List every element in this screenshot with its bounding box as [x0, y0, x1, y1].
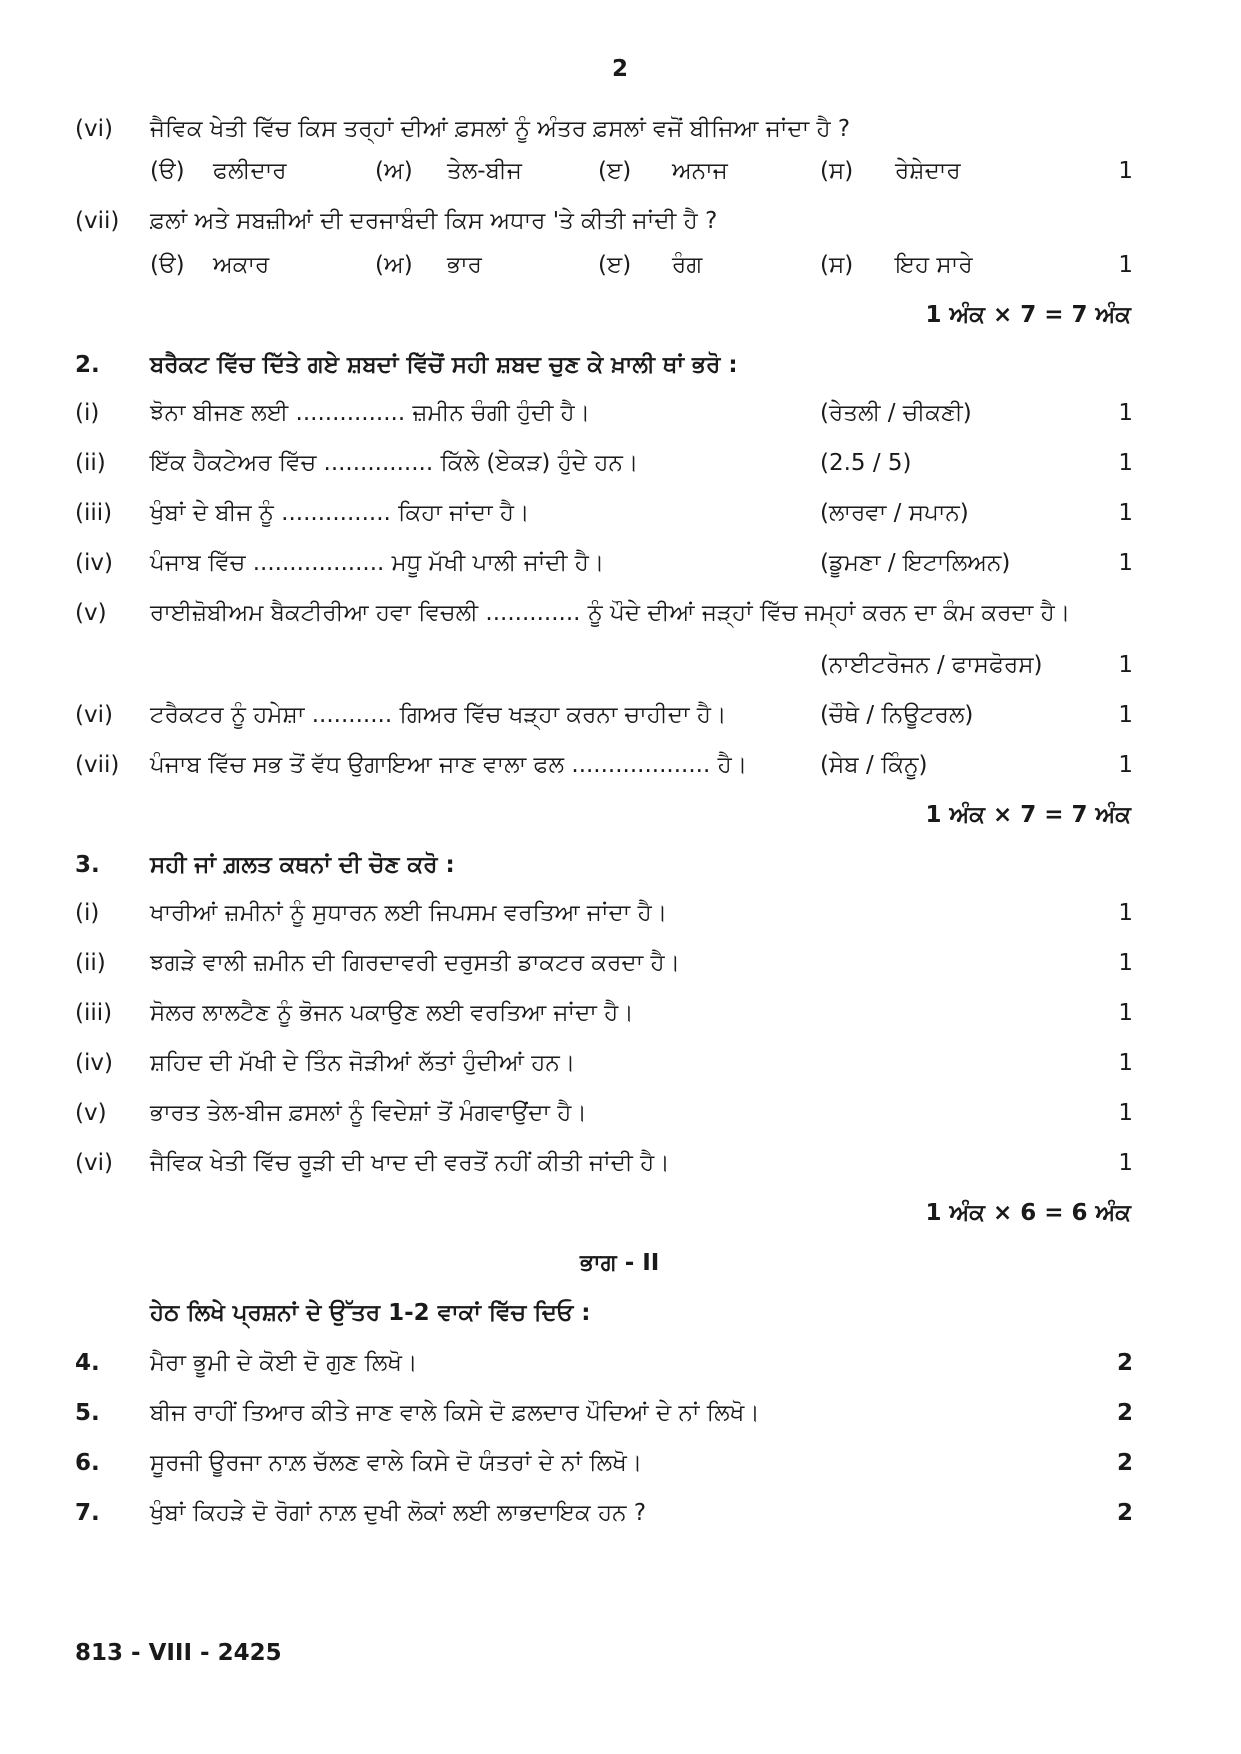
short-question-text: ਸੂਰਜੀ ਊਰਜਾ ਨਾਲ਼ ਚੱਲਣ ਵਾਲੇ ਕਿਸੇ ਦੋ ਯੰਤਰਾਂ ਦੇ ਨਾਂ ਲਿਖੋ।	[150, 1450, 643, 1476]
marks: 2	[1116, 1500, 1133, 1526]
true-false-num: (vi)	[75, 1150, 113, 1176]
true-false-num: (i)	[75, 900, 100, 926]
true-false-text: ਸੋਲਰ ਲਾਲਟੈਣ ਨੂੰ ਭੋਜਨ ਪਕਾਉਣ ਲਈ ਵਰਤਿਆ ਜਾਂਦਾ ਹੈ।	[150, 1000, 634, 1026]
marks: 1	[1118, 252, 1133, 278]
marks-total: 1 ਅੰਕ × 7 = 7 ਅੰਕ	[925, 302, 1131, 328]
fill-blank-choice: (ਸੇਬ / ਕਿੰਨੂ)	[820, 752, 928, 778]
fill-blank-choice: (ਨਾਈਟਰੋਜਨ / ਫਾਸਫੋਰਸ)	[820, 652, 1043, 678]
fill-blank-text: ਇੱਕ ਹੈਕਟੇਅਰ ਵਿੱਚ ............... ਕਿੱਲੇ (ਏਕੜ) ਹੁੰਦੇ ਹਨ।	[150, 450, 639, 476]
marks: 1	[1118, 702, 1133, 728]
marks: 1	[1118, 1100, 1133, 1126]
option-label: (ਅ)	[375, 158, 413, 184]
fill-blank-num: (i)	[75, 400, 100, 426]
fill-blank-text: ਰਾਈਜ਼ੋਬੀਅਮ ਬੈਕਟੀਰੀਆ ਹਵਾ ਵਿਚਲੀ ............. ਨੂੰ ਪੌਦੇ ਦੀਆਂ ਜੜ੍ਹਾਂ ਵਿੱਚ ਜਮ੍ਹਾਂ ਕਰਨ ਦਾ ਕੰਮ ਕਰਦਾ ਹੈ।	[150, 600, 1071, 626]
option-label: (ੲ)	[598, 252, 632, 278]
option-label: (ਅ)	[375, 252, 413, 278]
paper-code: 813 - VIII - 2425	[75, 1640, 282, 1666]
marks: 1	[1118, 400, 1133, 426]
short-question-num: 5.	[75, 1400, 100, 1426]
marks: 1	[1118, 950, 1133, 976]
section-heading: ਸਹੀ ਜਾਂ ਗ਼ਲਤ ਕਥਨਾਂ ਦੀ ਚੋਣ ਕਰੋ :	[150, 852, 455, 878]
true-false-num: (ii)	[75, 950, 106, 976]
option-label: (ੳ)	[150, 158, 185, 184]
option-text: ਰੇਸ਼ੇਦਾਰ	[895, 158, 961, 184]
true-false-num: (iii)	[75, 1000, 113, 1026]
fill-blank-text: ਪੰਜਾਬ ਵਿੱਚ .................. ਮਧੂ ਮੱਖੀ ਪਾਲੀ ਜਾਂਦੀ ਹੈ।	[150, 550, 605, 576]
marks: 1	[1118, 900, 1133, 926]
fill-blank-choice: (2.5 / 5)	[820, 450, 912, 476]
true-false-num: (v)	[75, 1100, 107, 1126]
fill-blank-num: (ii)	[75, 450, 106, 476]
section-number: 2.	[75, 352, 100, 378]
marks: 1	[1118, 1000, 1133, 1026]
marks: 2	[1116, 1400, 1133, 1426]
marks: 1	[1118, 1150, 1133, 1176]
option-label: (ੲ)	[598, 158, 632, 184]
short-question-num: 7.	[75, 1500, 100, 1526]
fill-blank-num: (iii)	[75, 500, 113, 526]
option-text: ਅਨਾਜ	[672, 158, 728, 184]
true-false-num: (iv)	[75, 1050, 113, 1076]
marks: 1	[1118, 158, 1133, 184]
option-text: ਰੰਗ	[672, 252, 703, 278]
true-false-text: ਜੈਵਿਕ ਖੇਤੀ ਵਿੱਚ ਰੂੜੀ ਦੀ ਖਾਦ ਦੀ ਵਰਤੋਂ ਨਹੀਂ ਕੀਤੀ ਜਾਂਦੀ ਹੈ।	[150, 1150, 670, 1176]
fill-blank-choice: (ਡੂਮਣਾ / ਇਟਾਲਿਅਨ)	[820, 550, 1011, 576]
option-label: (ੳ)	[150, 252, 185, 278]
option-label: (ਸ)	[820, 252, 854, 278]
fill-blank-text: ਖੁੰਬਾਂ ਦੇ ਬੀਜ ਨੂੰ ............... ਕਿਹਾ ਜਾਂਦਾ ਹੈ।	[150, 500, 530, 526]
fill-blank-num: (vi)	[75, 702, 113, 728]
marks: 1	[1118, 550, 1133, 576]
fill-blank-choice: (ਲਾਰਵਾ / ਸਪਾਨ)	[820, 500, 969, 526]
part-instruction: ਹੇਠ ਲਿਖੇ ਪ੍ਰਸ਼ਨਾਂ ਦੇ ਉੱਤਰ 1-2 ਵਾਕਾਂ ਵਿੱਚ ਦਿਓ :	[150, 1300, 591, 1326]
marks-total: 1 ਅੰਕ × 6 = 6 ਅੰਕ	[925, 1200, 1131, 1226]
section-heading: ਬਰੈਕਟ ਵਿੱਚ ਦਿੱਤੇ ਗਏ ਸ਼ਬਦਾਂ ਵਿੱਚੋਂ ਸਹੀ ਸ਼ਬਦ ਚੁਣ ਕੇ ਖ਼ਾਲੀ ਥਾਂ ਭਰੋ :	[150, 352, 738, 378]
marks: 2	[1116, 1350, 1133, 1376]
marks: 1	[1118, 450, 1133, 476]
fill-blank-text: ਝੋਨਾ ਬੀਜਣ ਲਈ ............... ਜ਼ਮੀਨ ਚੰਗੀ ਹੁੰਦੀ ਹੈ।	[150, 400, 591, 426]
section-number: 3.	[75, 852, 100, 878]
marks-total: 1 ਅੰਕ × 7 = 7 ਅੰਕ	[925, 802, 1131, 828]
page-number: 2	[612, 56, 629, 82]
short-question-text: ਖੁੰਬਾਂ ਕਿਹੜੇ ਦੋ ਰੋਗਾਂ ਨਾਲ਼ ਦੁਖੀ ਲੋਕਾਂ ਲਈ ਲਾਭਦਾਇਕ ਹਨ ?	[150, 1500, 647, 1526]
part-title: ਭਾਗ - II	[580, 1250, 660, 1276]
option-text: ਫਲੀਦਾਰ	[213, 158, 287, 184]
marks: 2	[1116, 1450, 1133, 1476]
short-question-num: 6.	[75, 1450, 100, 1476]
fill-blank-text: ਪੰਜਾਬ ਵਿੱਚ ਸਭ ਤੋਂ ਵੱਧ ਉਗਾਇਆ ਜਾਣ ਵਾਲਾ ਫਲ ................... ਹੈ।	[150, 752, 748, 778]
short-question-text: ਮੈਰਾ ਭੂਮੀ ਦੇ ਕੋਈ ਦੋ ਗੁਣ ਲਿਖੋ।	[150, 1350, 418, 1376]
fill-blank-num: (v)	[75, 600, 107, 626]
true-false-text: ਖਾਰੀਆਂ ਜ਼ਮੀਨਾਂ ਨੂੰ ਸੁਧਾਰਨ ਲਈ ਜਿਪਸਮ ਵਰਤਿਆ ਜਾਂਦਾ ਹੈ।	[150, 900, 668, 926]
q1-item-question: ਜੈਵਿਕ ਖੇਤੀ ਵਿੱਚ ਕਿਸ ਤਰ੍ਹਾਂ ਦੀਆਂ ਫ਼ਸਲਾਂ ਨੂੰ ਅੰਤਰ ਫ਼ਸਲਾਂ ਵਜੋਂ ਬੀਜਿਆ ਜਾਂਦਾ ਹੈ ?	[150, 116, 851, 142]
option-text: ਭਾਰ	[447, 252, 482, 278]
fill-blank-choice: (ਰੇਤਲੀ / ਚੀਕਣੀ)	[820, 400, 972, 426]
marks: 1	[1118, 1050, 1133, 1076]
option-text: ਤੇਲ-ਬੀਜ	[447, 158, 522, 184]
fill-blank-num: (iv)	[75, 550, 113, 576]
q1-item-num: (vi)	[75, 116, 113, 142]
q1-item-num: (vii)	[75, 208, 120, 234]
true-false-text: ਭਾਰਤ ਤੇਲ-ਬੀਜ ਫ਼ਸਲਾਂ ਨੂੰ ਵਿਦੇਸ਼ਾਂ ਤੋਂ ਮੰਗਵਾਉਂਦਾ ਹੈ।	[150, 1100, 587, 1126]
marks: 1	[1118, 500, 1133, 526]
fill-blank-num: (vii)	[75, 752, 120, 778]
marks: 1	[1118, 752, 1133, 778]
fill-blank-choice: (ਚੌਥੇ / ਨਿਊਟਰਲ)	[820, 702, 974, 728]
true-false-text: ਝਗੜੇ ਵਾਲੀ ਜ਼ਮੀਨ ਦੀ ਗਿਰਦਾਵਰੀ ਦਰੁਸਤੀ ਡਾਕਟਰ ਕਰਦਾ ਹੈ।	[150, 950, 681, 976]
option-text: ਅਕਾਰ	[213, 252, 270, 278]
short-question-text: ਬੀਜ ਰਾਹੀਂ ਤਿਆਰ ਕੀਤੇ ਜਾਣ ਵਾਲੇ ਕਿਸੇ ਦੋ ਫ਼ਲਦਾਰ ਪੌਦਿਆਂ ਦੇ ਨਾਂ ਲਿਖੋ।	[150, 1400, 760, 1426]
marks: 1	[1118, 652, 1133, 678]
short-question-num: 4.	[75, 1350, 100, 1376]
option-text: ਇਹ ਸਾਰੇ	[895, 252, 973, 278]
option-label: (ਸ)	[820, 158, 854, 184]
true-false-text: ਸ਼ਹਿਦ ਦੀ ਮੱਖੀ ਦੇ ਤਿੰਨ ਜੋੜੀਆਂ ਲੱਤਾਂ ਹੁੰਦੀਆਂ ਹਨ।	[150, 1050, 576, 1076]
fill-blank-text: ਟਰੈਕਟਰ ਨੂੰ ਹਮੇਸ਼ਾ ........... ਗਿਅਰ ਵਿੱਚ ਖੜ੍ਹਾ ਕਰਨਾ ਚਾਹੀਦਾ ਹੈ।	[150, 702, 727, 728]
q1-item-question: ਫ਼ਲਾਂ ਅਤੇ ਸਬਜ਼ੀਆਂ ਦੀ ਦਰਜਾਬੰਦੀ ਕਿਸ ਅਧਾਰ 'ਤੇ ਕੀਤੀ ਜਾਂਦੀ ਹੈ ?	[150, 208, 718, 234]
